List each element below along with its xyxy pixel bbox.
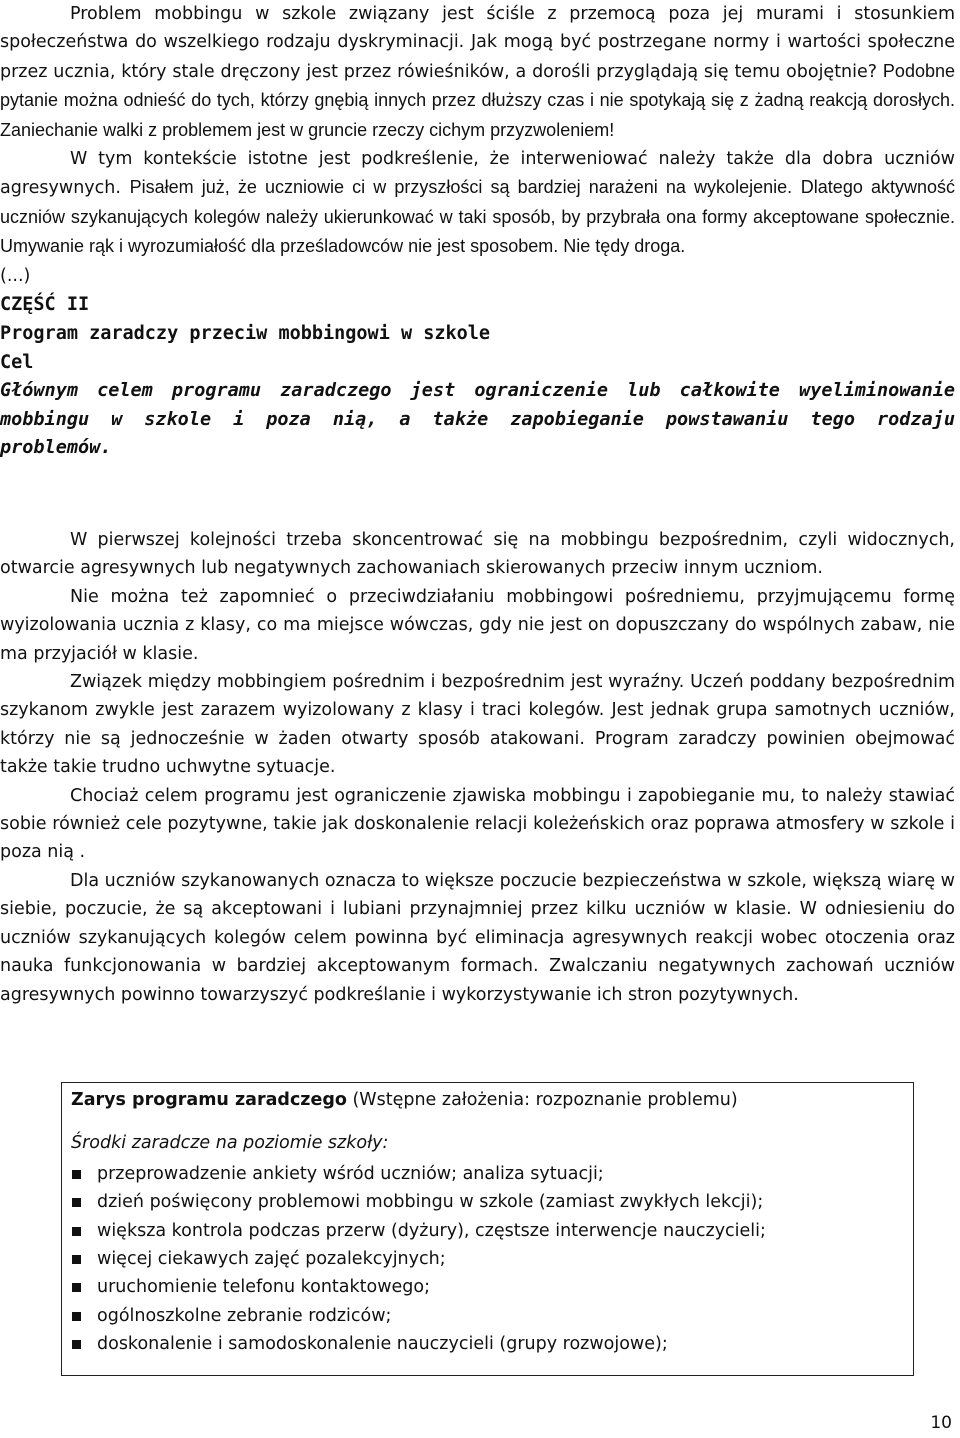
goal-label: Cel bbox=[0, 352, 34, 374]
intro-text-2c: Dlatego aktywność uczniów szykanujących kolegów należy ukierunkować w taki sposób, by przybrała ona formy akceptowane społecznie. bbox=[0, 177, 955, 227]
page-number: 10 bbox=[930, 1413, 952, 1433]
intro-text-2b: Pisałem już, że uczniowie ci w przyszłości są bardziej narażeni na wykolejenie. bbox=[129, 177, 793, 198]
list-item bbox=[71, 1245, 905, 1273]
square-bullet-icon bbox=[72, 1198, 81, 1207]
document-page bbox=[0, 0, 955, 463]
body-section bbox=[0, 526, 955, 1009]
body-paragraph-4: Chociaż celem programu jest ograniczenie zjawiska mobbingu i zapobieganie mu, to należy stawiać sobie również cele pozytywne, takie jak doskonalenie relacji koleżeńskich oraz poprawa atmosfery w szkole i poza nią . bbox=[0, 785, 955, 863]
program-title: Program zaradczy przeciw mobbingowi w szkole bbox=[0, 323, 491, 345]
body-paragraph-2: Nie można też zapomnieć o przeciwdziałaniu mobbingowi pośredniemu, przyjmującemu formę wyizolowania ucznia z klasy, co ma miejsce wówczas, gdy nie jest on dopuszczany do wspólnych zabaw, nie ma przyjaciół w klasie. bbox=[0, 586, 955, 664]
square-bullet-icon bbox=[72, 1283, 81, 1292]
square-bullet-icon bbox=[72, 1340, 81, 1349]
box-title-rest: (Wstępne założenia: rozpoznanie problemu) bbox=[346, 1090, 738, 1110]
square-bullet-icon bbox=[72, 1312, 81, 1321]
list-item-text: uruchomienie telefonu kontaktowego; bbox=[97, 1277, 431, 1298]
ellipsis: (...) bbox=[0, 265, 31, 286]
list-item-text: więcej ciekawych zajęć pozalekcyjnych; bbox=[97, 1249, 446, 1270]
list-item-text: doskonalenie i samodoskonalenie nauczycieli (grupy rozwojowe); bbox=[97, 1334, 668, 1355]
list-item bbox=[71, 1160, 905, 1188]
intro-text-1a: Problem mobbingu w szkole związany jest ściśle z przemocą poza jej murami i stosunkiem społeczeństwa do wszelkiego rodzaju dyskryminacji. Jak mogą być postrzegane normy i wartości społeczne przez ucznia, który stale dręczony jest przez rówieśników, a dorośli przyglądają się temu obojętnie? bbox=[0, 4, 955, 82]
body-paragraph-5: Dla uczniów szykanowanych oznacza to większe poczucie bezpieczeństwa w szkole, większą wiarę w siebie, poczucie, że są akceptowani i lubiani przynajmniej przez kilku uczniów w klasie. W odniesieniu do uczniów szykanujących kolegów celem powinna być eliminacja agresywnych reakcji wobec otoczenia oraz nauka funkcjonowania w bardziej akceptowanym formach. Zwalczaniu negatywnych zachowań uczniów agresywnych powinno towarzyszyć podkreślanie i wykorzystywanie ich stron pozytywnych. bbox=[0, 870, 955, 1005]
body-paragraph-1: W pierwszej kolejności trzeba skoncentrować się na mobbingu bezpośrednim, czyli widocznych, otwarcie agresywnych lub negatywnych zachowaniach skierowanych przeciw innym uczniom. bbox=[0, 530, 955, 579]
intro-text-2a: W tym kontekście istotne jest podkreślenie, że interweniować należy także dla dobra uczniów agresywnych. bbox=[0, 149, 955, 199]
list-item bbox=[71, 1330, 905, 1358]
box-subtitle: Środki zaradcze na poziomie szkoły: bbox=[71, 1133, 389, 1154]
list-item bbox=[71, 1273, 905, 1301]
list-item-text: ogólnoszkolne zebranie rodziców; bbox=[97, 1305, 392, 1326]
box-title bbox=[71, 1086, 905, 1114]
measures-list bbox=[71, 1160, 905, 1359]
intro-paragraph-1 bbox=[0, 0, 955, 145]
part-title: CZĘŚĆ II bbox=[0, 294, 90, 316]
box-title-bold: Zarys programu zaradczego bbox=[71, 1090, 347, 1110]
list-item bbox=[71, 1188, 905, 1216]
square-bullet-icon bbox=[72, 1170, 81, 1179]
intro-text-2d: Umywanie rąk i wyrozumiałość dla prześladowców nie jest sposobem. Nie tędy droga. bbox=[0, 236, 686, 257]
intro-text-1b: Podobne pytanie można odnieść do tych, którzy gnębią innych przez dłuższy czas i nie spotykają się z żadną reakcją dorosłych. bbox=[0, 60, 955, 111]
square-bullet-icon bbox=[72, 1227, 81, 1236]
square-bullet-icon bbox=[72, 1255, 81, 1264]
intro-paragraph-2 bbox=[0, 145, 955, 262]
body-paragraph-3: Związek między mobbingiem pośrednim i bezpośrednim jest wyraźny. Uczeń poddany bezpośrednim szykanom zwykle jest zarazem wyizolowany z klasy i traci kolegów. Jest jednak grupa samotnych uczniów, którzy nie są jednocześnie w żaden otwarty sposób atakowani. Program zaradczy powinien obejmować także takie trudno uchwytne sytuacje. bbox=[0, 672, 955, 778]
intro-text-1c: Zaniechanie walki z problemem jest w gruncie rzeczy cichym przyzwoleniem! bbox=[0, 119, 615, 140]
goal-text: Głównym celem programu zaradczego jest ograniczenie lub całkowite wyeliminowanie mobbingu w szkole i poza nią, a także zapobieganie powstawaniu tego rodzaju problemów. bbox=[0, 380, 955, 459]
list-item bbox=[71, 1217, 905, 1245]
list-item-text: dzień poświęcony problemowi mobbingu w szkole (zamiast zwykłych lekcji); bbox=[97, 1192, 764, 1213]
list-item-text: przeprowadzenie ankiety wśród uczniów; analiza sytuacji; bbox=[97, 1163, 604, 1184]
list-item-text: większa kontrola podczas przerw (dyżury), częstsze interwencje nauczycieli; bbox=[97, 1220, 766, 1241]
program-outline-box bbox=[61, 1082, 914, 1376]
list-item bbox=[71, 1302, 905, 1330]
